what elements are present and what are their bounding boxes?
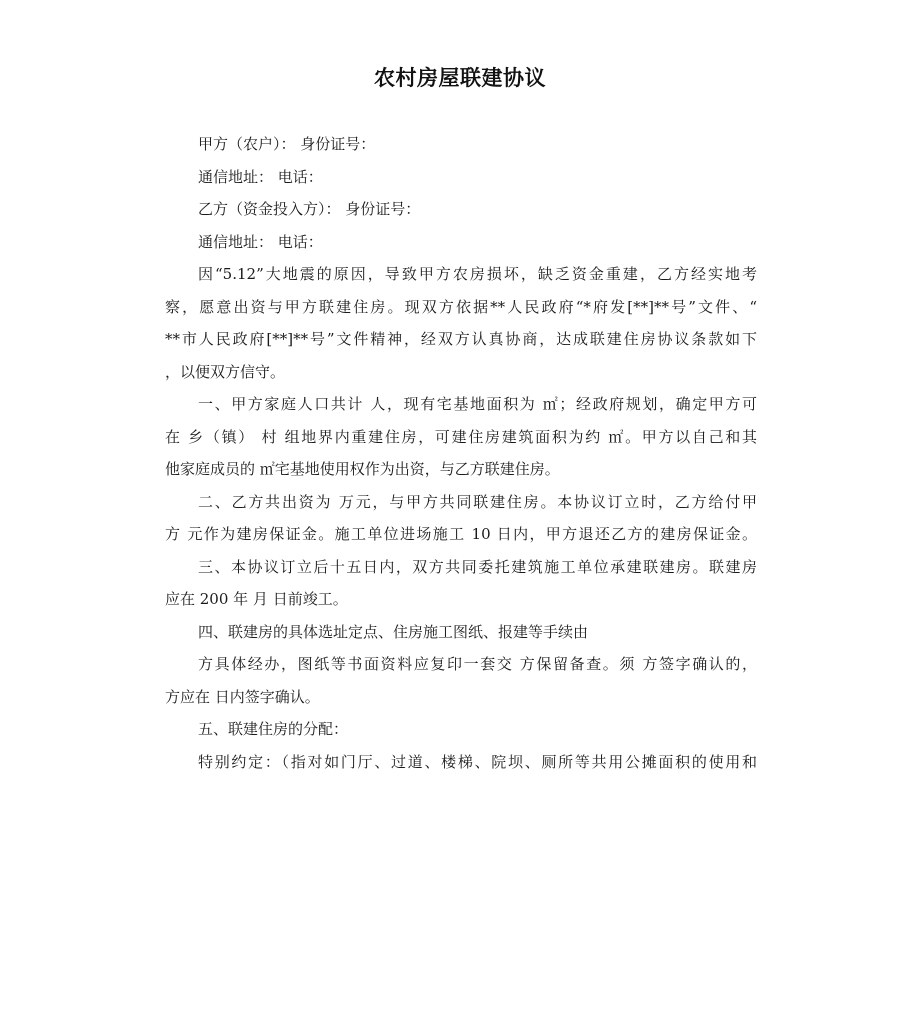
text-line: **市人民政府[**]**号”文件精神，经双方认真协商，达成联建住房协议条款如下 bbox=[165, 330, 757, 348]
text-line: 方应在 日内签字确认。 bbox=[165, 687, 320, 706]
text-line: 乙方（资金投入方）： 身份证号： bbox=[198, 200, 421, 218]
document-body bbox=[165, 128, 757, 778]
text-line: 方具体经办，图纸等书面资料应复印一套交 方保留备查。须 方签字确认的， bbox=[198, 655, 757, 673]
text-line: 因“5.12”大地震的原因，导致甲方农房损坏，缺乏资金重建，乙方经实地考 bbox=[198, 265, 757, 283]
text-line: 察，愿意出资与甲方联建住房。现双方依据**人民政府“*府发[**]**号”文件、“ bbox=[165, 297, 757, 316]
text-line: 二、乙方共出资为 万元，与甲方共同联建住房。本协议订立时，乙方给付甲 bbox=[198, 492, 757, 511]
text-line: 应在 200 年 月 日前竣工。 bbox=[165, 590, 348, 608]
text-line: 一、甲方家庭人口共计 人，现有宅基地面积为 ㎡；经政府规划，确定甲方可 bbox=[198, 395, 757, 413]
text-line: 甲方（农户）： 身份证号： bbox=[198, 135, 376, 153]
text-line: 特别约定：（指对如门厅、过道、楼梯、院坝、厕所等共用公摊面积的使用和 bbox=[198, 752, 757, 771]
text-line: 在 乡（镇） 村 组地界内重建住房，可建住房建筑面积为约 ㎡。甲方以自己和其 bbox=[165, 427, 757, 446]
text-line: 三、本协议订立后十五日内，双方共同委托建筑施工单位承建联建房。联建房 bbox=[198, 557, 757, 576]
text-line: ，以便双方信守。 bbox=[165, 362, 286, 381]
text-line: 通信地址： 电话： bbox=[198, 167, 323, 186]
text-line: 方 元作为建房保证金。施工单位进场施工 10 日内，甲方退还乙方的建房保证金。 bbox=[165, 525, 757, 543]
text-line: 四、联建房的具体选址定点、住房施工图纸、报建等手续由 bbox=[198, 622, 589, 641]
text-line: 五、联建住房的分配： bbox=[198, 720, 349, 738]
text-line: 通信地址： 电话： bbox=[198, 232, 323, 251]
document-title: 农村房屋联建协议 bbox=[374, 66, 546, 90]
text-line: 他家庭成员的 ㎡宅基地使用权作为出资，与乙方联建住房。 bbox=[165, 460, 560, 478]
